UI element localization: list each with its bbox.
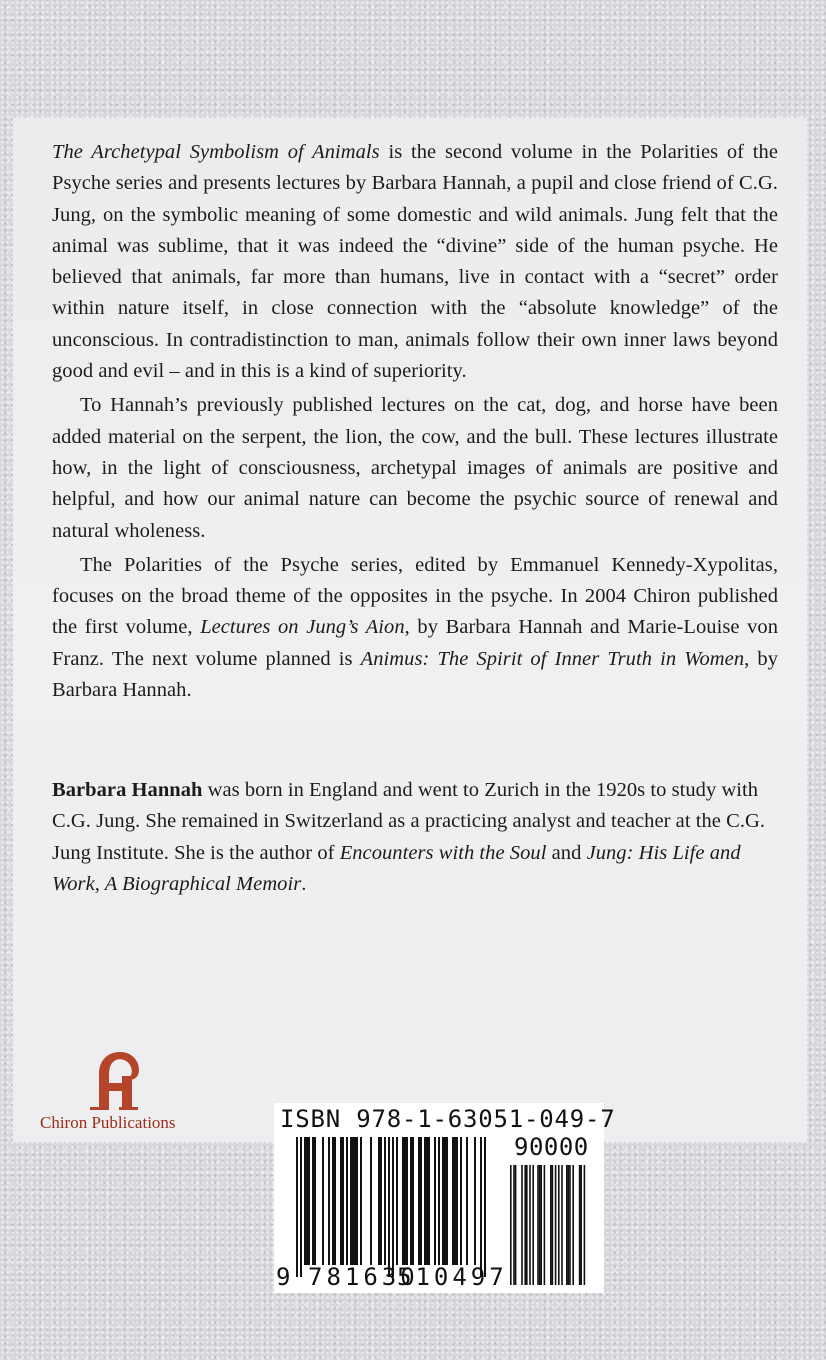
addon-bar xyxy=(529,1165,531,1285)
barcode-bar xyxy=(384,1137,386,1265)
barcode-bar xyxy=(420,1137,422,1265)
barcode-bar xyxy=(460,1137,462,1265)
addon-bar xyxy=(515,1165,517,1285)
addon-bar xyxy=(540,1165,542,1285)
related-title: Lectures on Jung’s Aion xyxy=(200,616,405,639)
barcode-bar xyxy=(438,1137,440,1265)
addon-bar xyxy=(568,1165,570,1285)
description-text: , by Barbara Hannah and Marie-Louise von Franz. The next volume planned is xyxy=(52,616,778,670)
addon-bar xyxy=(521,1165,523,1285)
author-name: Barbara Hannah xyxy=(52,779,203,801)
bio-text: and xyxy=(546,841,587,864)
ean-right-group: 510497 xyxy=(397,1263,508,1291)
barcode-bar xyxy=(456,1137,458,1265)
author-bio-paragraph xyxy=(52,775,778,900)
barcode-bar xyxy=(308,1137,310,1265)
addon-bar xyxy=(569,1165,571,1285)
addon-bar xyxy=(510,1165,512,1285)
description-paragraph-2 xyxy=(52,390,778,546)
addon-bar xyxy=(566,1165,568,1285)
barcode-bar xyxy=(446,1137,448,1265)
addon-bar xyxy=(558,1165,560,1285)
book-description xyxy=(52,137,778,706)
barcode-bar xyxy=(312,1137,314,1265)
addon-bar xyxy=(572,1165,574,1285)
barcode-bar xyxy=(442,1137,444,1265)
description-text: The Polarities of the Psyche series, edited by Emmanuel Kennedy-Xypolitas, focuses on the broad theme of the opposites in the psyche. In 2004 Chiron published the first volume, xyxy=(52,553,778,639)
addon-bar xyxy=(555,1165,557,1285)
addon-bar xyxy=(537,1165,539,1285)
book-title: The Archetypal Symbolism of Animals xyxy=(52,141,380,163)
addon-bar xyxy=(584,1165,586,1285)
related-title: Jung: His Life and Work, A Biographical Memoir xyxy=(52,841,741,895)
barcode-bar xyxy=(346,1137,348,1265)
barcode-bar xyxy=(452,1137,454,1265)
description-paragraph-3 xyxy=(52,550,778,706)
bio-text: was born in England and went to Zurich in the 1920s to study with C.G. Jung. She remained in Switzerland as a practicing analyst and teacher at the C.G. Jung Institute. She is the author of xyxy=(52,779,766,864)
addon-bar xyxy=(526,1165,528,1285)
publisher-name: Chiron Publications xyxy=(40,1113,176,1132)
barcode-bar xyxy=(306,1137,308,1265)
addon-bar xyxy=(524,1165,526,1285)
barcode-bar xyxy=(484,1137,486,1277)
chiron-logo-icon xyxy=(88,1050,144,1112)
barcode-bar xyxy=(402,1137,404,1265)
barcode-bar xyxy=(334,1137,336,1265)
ean-left-group: 781630 xyxy=(308,1263,419,1291)
description-paragraph-1 xyxy=(52,137,778,387)
barcode-bar xyxy=(356,1137,358,1265)
barcode-bar xyxy=(340,1137,342,1265)
barcode-bar xyxy=(410,1137,412,1265)
description-text: is the second volume in the Polarities of the Psyche series and presents lectures by Barbara Hannah, a pupil and close friend of C.G. Jung, on the symbolic meaning of some domestic and wild animals. Jung felt that the animal was sublime, that it was indeed the “divine” side of the human psyche. He believed that animals, far more than humans, live in contact with a “secret” order within nature itself, in close connection with the “absolute knowledge” of the unconscious. In contradistinction to man, animals follow their own inner laws beyond good and evil – and in this is a kind of superiority. xyxy=(52,141,779,383)
addon-bar xyxy=(550,1165,552,1285)
barcode-bar xyxy=(412,1137,414,1265)
barcode-bar xyxy=(406,1137,408,1265)
barcode-bar xyxy=(428,1137,430,1265)
ean-first-digit: 9 xyxy=(276,1263,291,1291)
barcode-bar xyxy=(474,1137,476,1265)
addon-bar xyxy=(552,1165,554,1285)
barcode-bar xyxy=(404,1137,406,1265)
addon-bar xyxy=(513,1165,515,1285)
barcode-bar xyxy=(296,1137,298,1277)
barcode-bar xyxy=(426,1137,428,1265)
barcode-bar xyxy=(328,1137,330,1265)
addon-bar xyxy=(532,1165,534,1285)
barcode-bar xyxy=(370,1137,372,1265)
barcode-bar xyxy=(396,1137,398,1265)
barcode-bar xyxy=(350,1137,352,1265)
addon-bar xyxy=(561,1165,563,1285)
isbn-label: ISBN 978-1-63051-049-7 xyxy=(280,1105,616,1133)
barcode-bar xyxy=(304,1137,306,1265)
barcode-bar xyxy=(332,1137,334,1265)
isbn-barcode xyxy=(274,1103,616,1293)
description-text: To Hannah’s previously published lectures on the cat, dog, and horse have been added material on the serpent, the lion, the cow, and the bull. These lectures illustrate how, in the light of consciousness, archetypal images of animals are positive and helpful, and how our animal nature can become the psychic source of renewal and natural wholeness. xyxy=(52,394,778,542)
barcode-bar xyxy=(466,1137,468,1265)
barcode-bar xyxy=(360,1137,362,1265)
barcode-bar xyxy=(378,1137,380,1265)
barcode-bar xyxy=(444,1137,446,1265)
barcode-bar xyxy=(418,1137,420,1265)
addon-bar xyxy=(544,1165,546,1285)
barcode-bar xyxy=(352,1137,354,1265)
bio-text: . xyxy=(301,872,307,895)
barcode-bar xyxy=(388,1137,390,1277)
barcode-bar xyxy=(314,1137,316,1265)
description-text: , by Barbara Hannah. xyxy=(52,647,779,702)
barcode-bar xyxy=(480,1137,482,1277)
barcode-bar xyxy=(342,1137,344,1265)
barcode-bar xyxy=(380,1137,382,1265)
barcode-bar xyxy=(392,1137,394,1277)
related-title: Animus: The Spirit of Inner Truth in Women xyxy=(360,647,745,670)
barcode-bar xyxy=(300,1137,302,1277)
barcode-bar xyxy=(322,1137,324,1265)
addon-bar xyxy=(539,1165,541,1285)
author-bio xyxy=(52,775,778,900)
related-title: Encounters with the Soul xyxy=(339,841,547,864)
barcode-bar xyxy=(424,1137,426,1265)
addon-bar xyxy=(580,1165,582,1285)
barcode-bar xyxy=(434,1137,436,1265)
barcode-bar xyxy=(354,1137,356,1265)
barcode-bar xyxy=(454,1137,456,1265)
addon-bar xyxy=(579,1165,581,1285)
price-addon-label: 90000 xyxy=(514,1133,589,1161)
